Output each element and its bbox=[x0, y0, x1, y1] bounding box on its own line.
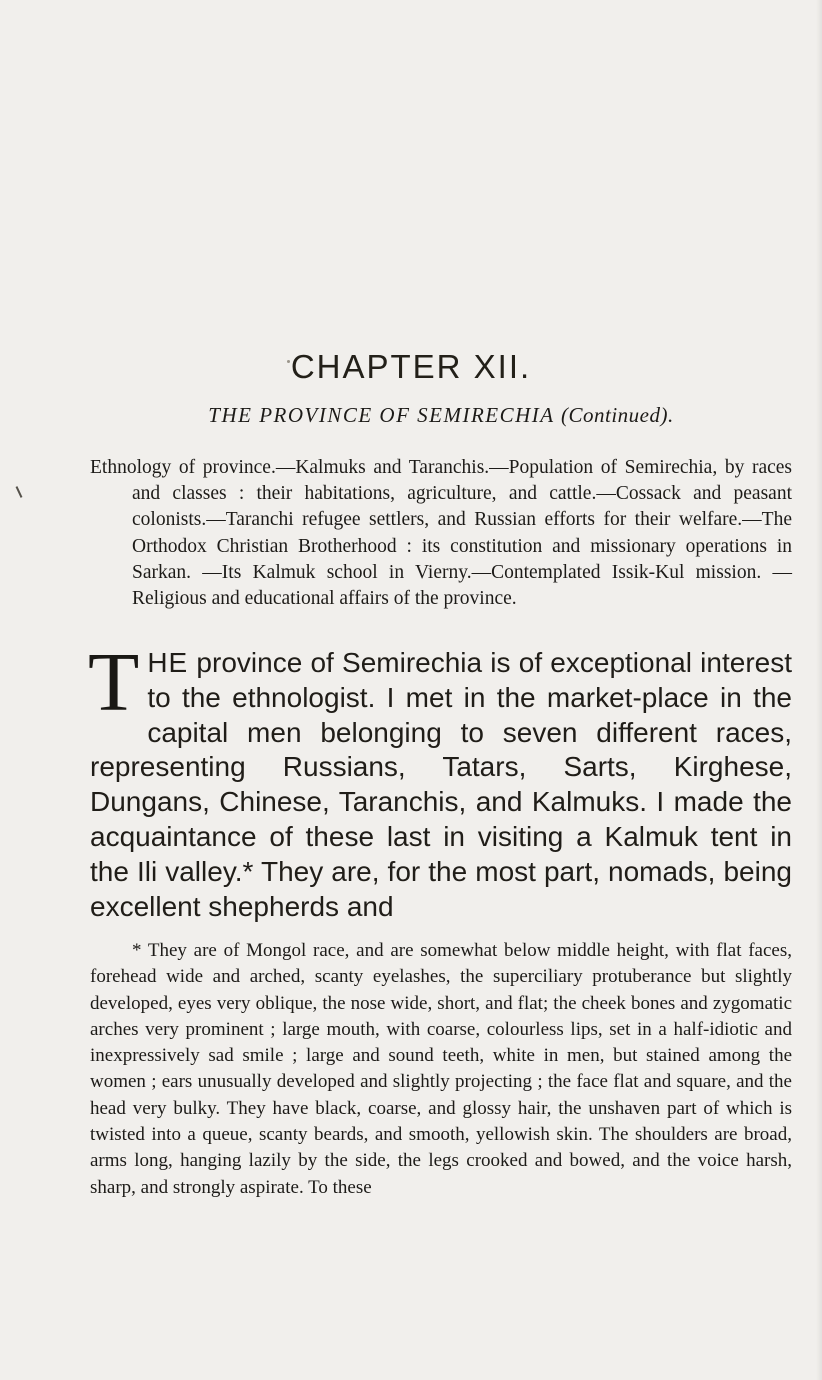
chapter-subtitle-continued: (Continued). bbox=[561, 403, 674, 427]
drop-cap: T bbox=[88, 636, 140, 729]
chapter-heading: CHAPTER XII. bbox=[290, 348, 532, 385]
chapter-subtitle bbox=[0, 403, 822, 428]
page-edge-shadow bbox=[816, 0, 822, 1380]
opening-caps: HE bbox=[147, 647, 189, 678]
margin-pencil-mark bbox=[16, 486, 23, 498]
chapter-subtitle-title: THE PROVINCE OF SEMIRECHIA bbox=[208, 403, 555, 427]
body-paragraph bbox=[88, 636, 792, 924]
synopsis-text: Ethnology of province.—Kalmuks and Taranchis.—Population of Semirechia, by races and classes : their habitations, agriculture, and cattle.—Cossack and peasant colonists.—Taranchi refugee settlers, and Russian efforts for their welfare.—The Orthodox Christian Brotherhood : its constitution and missionary operations in Sarkan. —Its Kalmuk school in Vierny.—Contemplated Issik-Kul mission. —Religious and educational affairs of the province. bbox=[90, 457, 792, 610]
chapter-synopsis bbox=[90, 455, 792, 612]
footnote bbox=[90, 938, 792, 1201]
footnote-text: * They are of Mongol race, and are somewhat below middle height, with flat faces, forehead wide and arched, scanty eyelashes, the superciliary protuberance but slightly developed, eyes very oblique, the nose wide, short, and flat; the cheek bones and zygomatic arches very prominent ; large mouth, with coarse, colourless lips, set in a half-idiotic and inexpressively sad smile ; large and sound teeth, white in men, but stained among the women ; ears unusually developed and slightly projecting ; the face flat and square, and the head very bulky. They have black, coarse, and glossy hair, the unshaven part of which is twisted into a queue, scanty beards, and smooth, yellowish skin. The shoulders are broad, arms long, hanging lazily by the side, the legs crooked and bowed, and the voice harsh, sharp, and strongly aspirate. To these bbox=[90, 940, 792, 1198]
body-text: province of Semirechia is of exceptional interest to the ethnologist. I met in the market-place in the capital men belonging to seven different races, representing Russians, Tatars, Sarts, Kirghese, Dungans, Chinese, Taranchis, and Kalmuks. I made the acquaintance of these last in visiting a Kalmuk tent in the Ili valley.* They are, for the most part, nomads, being excellent shepherds and bbox=[90, 647, 792, 922]
